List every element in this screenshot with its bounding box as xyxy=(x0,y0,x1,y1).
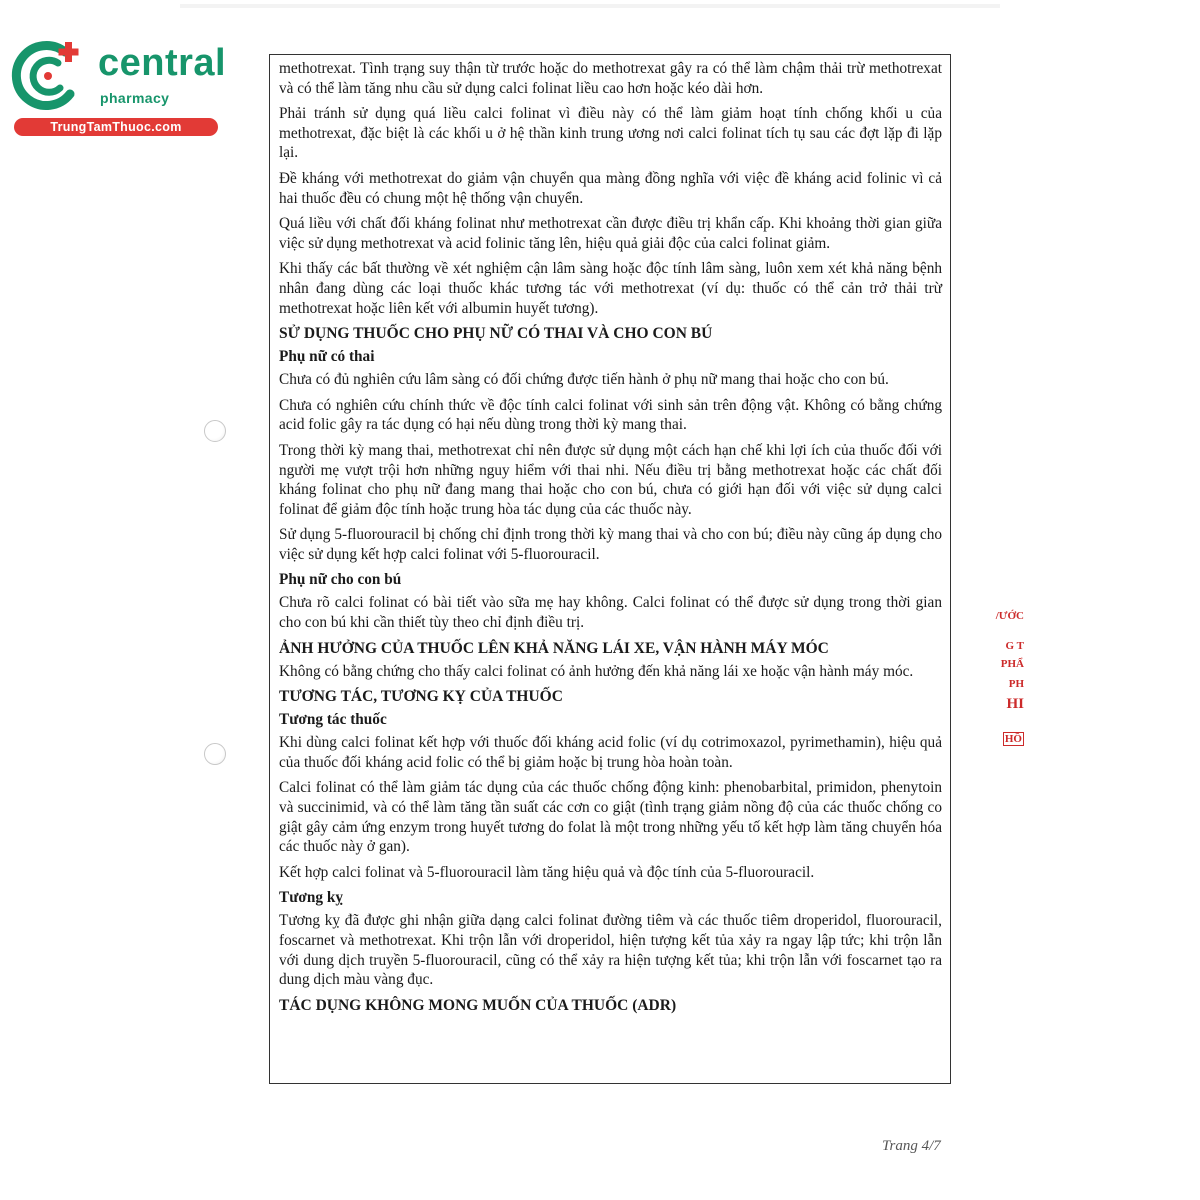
paragraph: Kết hợp calci folinat và 5-fluorouracil làm tăng hiệu quả và độc tính của 5-fluorouracil. xyxy=(279,863,815,881)
section-heading: SỬ DỤNG THUỐC CHO PHỤ NỮ CÓ THAI VÀ CHO CON BÚ xyxy=(279,325,713,343)
paragraph: Calci folinat có thể làm giảm tác dụng của các thuốc chống động kinh: phenobarbital, primidon, phenytoin và succinimid, và có thể làm tăng tần suất các cơn co giật (tình trạng giảm nồng độ của các thuốc chống co giật gây cảm ứng enzym trong huyết tương do folat là một trong những yếu tố kết hợp làm tăng chuyển hóa các thuốc này ở gan). xyxy=(279,779,942,856)
paragraph: Sử dụng 5-fluorouracil bị chống chỉ định trong thời kỳ mang thai và cho con bú; điều này cũng áp dụng cho việc sử dụng kết hợp calci folinat với 5-fluorouracil. xyxy=(279,526,942,563)
subsection-heading: Tương kỵ xyxy=(279,889,343,907)
document-text-frame xyxy=(269,54,951,1084)
paragraph: Tương kỵ đã được ghi nhận giữa dạng calci folinat đường tiêm và các thuốc tiêm droperidol, fluorouracil, foscarnet và methotrexat. Khi trộn lẫn với droperidol, hiện tượng kết tủa xảy ra ngay lập tức; khi trộn lẫn với dung dịch truyền 5-fluorouracil, cũng có thể xảy ra hiện tượng kết tủa; khi trộn lẫn với foscarnet tạo ra dung dịch màu vàng đục. xyxy=(279,912,942,989)
paragraph: Khi dùng calci folinat kết hợp với thuốc đối kháng acid folic (ví dụ cotrimoxazol, pyrimethamin), hiệu quả của thuốc đối kháng acid folic có thể bị giảm hoặc bị trung hòa hoàn toàn. xyxy=(279,734,942,771)
logo-wordmark: central xyxy=(98,42,227,84)
paragraph: Chưa có nghiên cứu chính thức về độc tính calci folinat với sinh sản trên động vật. Không có bằng chứng acid folic gây ra tác dụng có hại nếu dùng trong thời kỳ mang thai. xyxy=(279,396,942,434)
section-heading: ẢNH HƯỞNG CỦA THUỐC LÊN KHẢ NĂNG LÁI XE, VẬN HÀNH MÁY MÓC xyxy=(279,639,829,657)
page-number: Trang 4/7 xyxy=(882,1138,941,1154)
stamp-text: /ƯỚC xyxy=(995,610,1024,622)
stamp-text: HI xyxy=(1006,696,1024,712)
punch-hole-top xyxy=(204,420,226,442)
subsection-heading: Phụ nữ có thai xyxy=(279,348,375,366)
stamp-text: PHẨ xyxy=(1000,658,1024,670)
subsection-heading: Tương tác thuốc xyxy=(279,711,387,729)
logo-subtitle: pharmacy xyxy=(100,90,170,106)
paragraph: Đề kháng với methotrexat do giảm vận chuyển qua màng đồng nghĩa với việc đề kháng acid folinic vì cả hai thuốc đều có chung một hệ thống vận chuyển. xyxy=(279,169,942,207)
red-stamp-fragment xyxy=(995,600,1030,760)
scan-artifact xyxy=(180,4,1000,8)
logo-url-banner[interactable]: TrungTamThuoc.com xyxy=(14,118,218,136)
paragraph: Quá liều với chất đối kháng folinat như methotrexat cần được điều trị khẩn cấp. Khi khoảng thời gian giữa việc sử dụng methotrexat và acid folinic tăng lên, hiệu quả giải độc của calci folinat giảm. xyxy=(279,215,942,252)
section-heading: TƯƠNG TÁC, TƯƠNG KỴ CỦA THUỐC xyxy=(279,688,563,706)
central-pharmacy-logo[interactable] xyxy=(10,38,227,138)
section-heading: TÁC DỤNG KHÔNG MONG MUỐN CỦA THUỐC (ADR) xyxy=(279,996,677,1014)
stamp-text: PH xyxy=(1008,678,1024,690)
paragraph: Khi thấy các bất thường về xét nghiệm cận lâm sàng hoặc độc tính lâm sàng, luôn xem xét khả năng bệnh nhân đang dùng các loại thuốc khác tương tác với methotrexat (ví dụ: thuốc có thể cản trở thải trừ methotrexat hoặc liên kết với albumin huyết tương). xyxy=(279,260,942,317)
paragraph: Phải tránh sử dụng quá liều calci folinat vì điều này có thể làm giảm hoạt tính chống khối u của methotrexat, đặc biệt là các khối u ở hệ thần kinh trung ương nơi calci folinat tích tụ sau các đợt lặp đi lặp lại. xyxy=(279,105,942,162)
paragraph: Chưa rõ calci folinat có bài tiết vào sữa mẹ hay không. Calci folinat có thể được sử dụng trong thời gian cho con bú khi cần thiết tùy theo chỉ định điều trị. xyxy=(279,594,942,632)
stamp-text: G T xyxy=(1005,640,1024,652)
paragraph: Trong thời kỳ mang thai, methotrexat chỉ nên được sử dụng một cách hạn chế khi lợi ích của thuốc đối với người mẹ vượt trội hơn những nguy hiểm với thai nhi. Nếu điều trị bằng methotrexat hoặc các chất đối kháng folinat cho phụ nữ đang mang thai hoặc cho con bú, chưa có giới hạn đối với việc sử dụng calci folinat để giảm độc tính hoặc trung hòa tác dụng của các thuốc này. xyxy=(279,441,942,518)
stamp-text: HỒ xyxy=(1004,733,1022,745)
punch-hole-bottom xyxy=(204,743,226,765)
paragraph: Chưa có đủ nghiên cứu lâm sàng có đối chứng được tiến hành ở phụ nữ mang thai hoặc cho con bú. xyxy=(279,371,889,389)
paragraph: methotrexat. Tình trạng suy thận từ trước hoặc do methotrexat gây ra có thể làm chậm thải trừ methotrexat và có thể làm tăng nhu cầu sử dụng calci folinat liều cao hơn hoặc kéo dài hơn. xyxy=(279,60,942,97)
pharmacy-c-cross-icon xyxy=(10,38,86,114)
paragraph: Không có bằng chứng cho thấy calci folinat có ảnh hưởng đến khả năng lái xe hoặc vận hành máy móc. xyxy=(279,662,914,680)
subsection-heading: Phụ nữ cho con bú xyxy=(279,571,402,589)
